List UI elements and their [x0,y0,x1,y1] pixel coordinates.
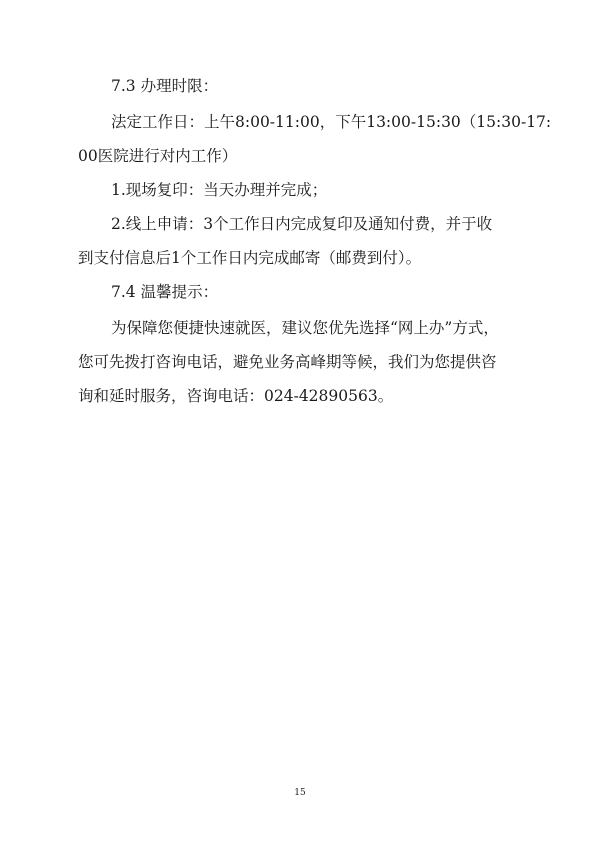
tips-line-1: 为保障您便捷快速就医，建议您优先选择“网上办”方式， [111,319,499,337]
onsite-copy-line: 1.现场复印：当天办理并完成； [111,181,328,199]
online-application-line-2: 到支付信息后1个工作日内完成邮寄（邮费到付）。 [78,249,422,267]
section-heading-7-3: 7.3 办理时限： [111,77,219,95]
office-hours-line-1: 法定工作日：上午8:00-11:00，下午13:00-15:30（15:30-17: [111,113,552,131]
section-heading-7-4: 7.4 温馨提示： [111,283,219,301]
tips-line-2: 您可先拨打咨询电话，避免业务高峰期等候，我们为您提供咨 [78,353,497,371]
office-hours-line-2: 00医院进行对内工作） [78,147,238,165]
online-application-line-1: 2.线上申请：3个工作日内完成复印及通知付费，并于收 [111,215,493,233]
tips-line-3: 询和延时服务，咨询电话：024-42890563。 [78,387,394,405]
page-number: 15 [294,788,306,798]
